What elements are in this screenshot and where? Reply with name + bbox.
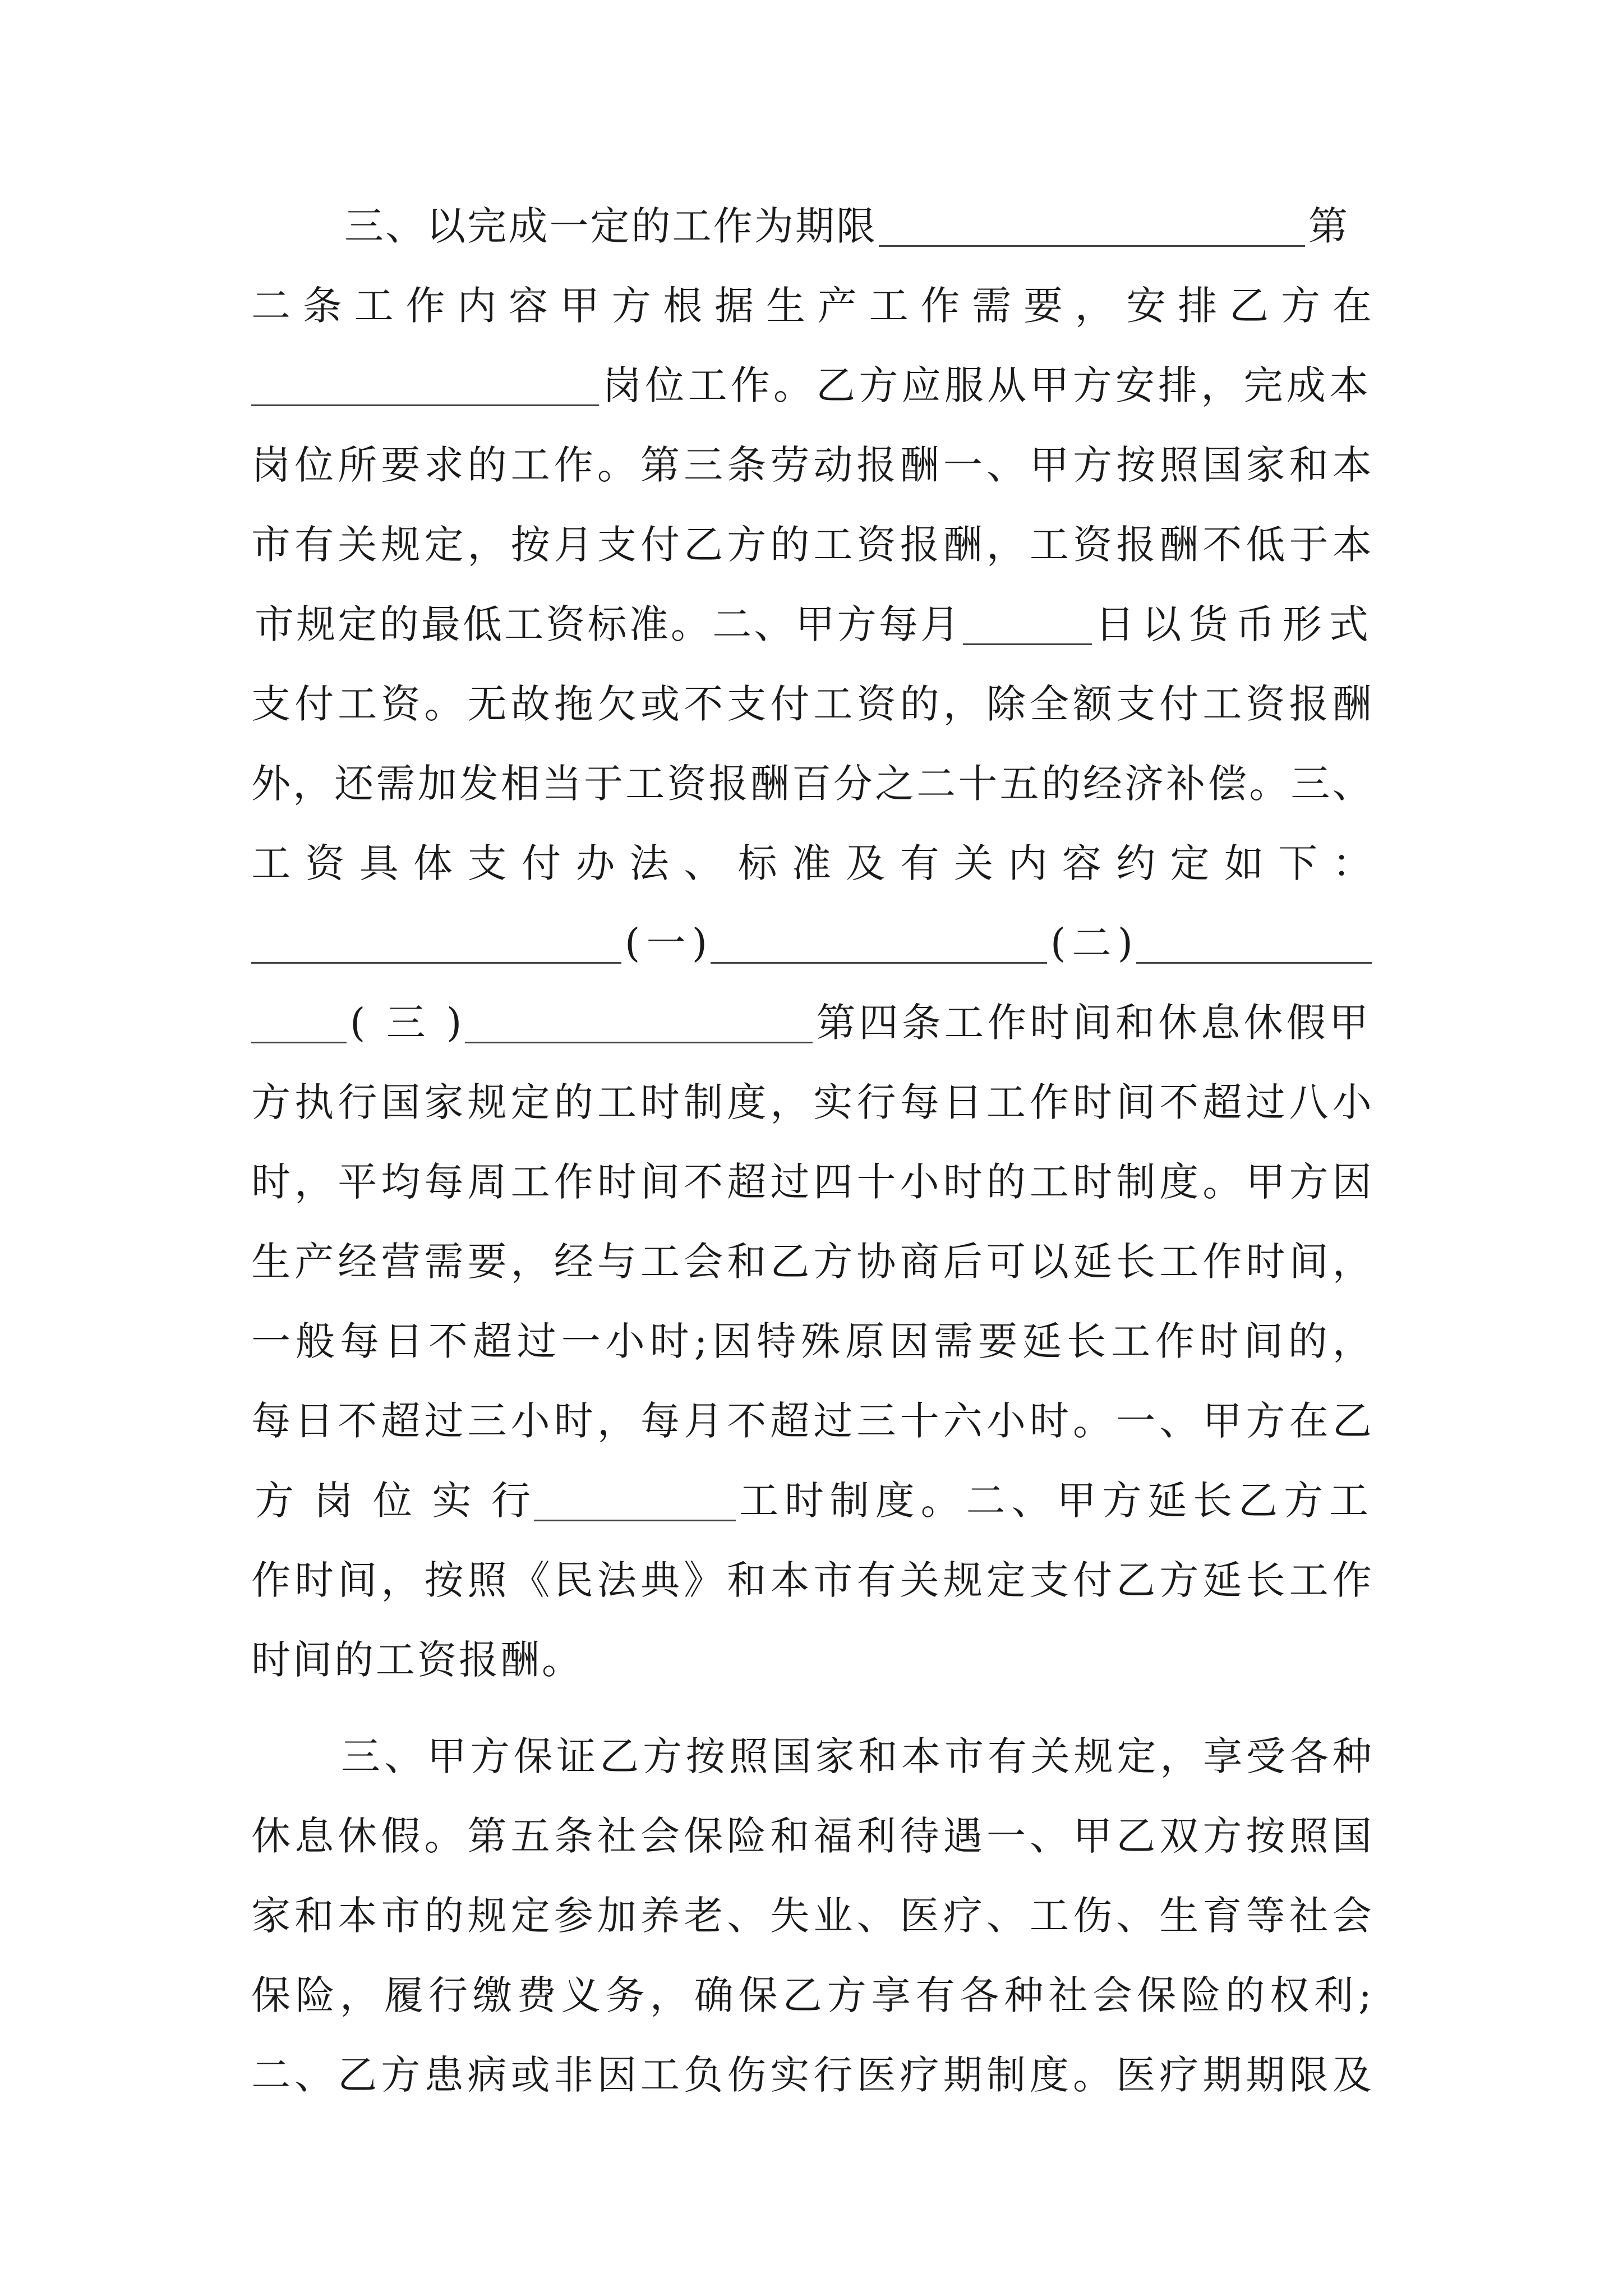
text-line <box>251 1461 1372 1540</box>
text-line <box>341 1717 1372 1796</box>
text-line <box>251 2035 1372 2115</box>
text-segment: 外 ， 还 需 加 发 相 当 于 工 资 报 酬 百 分 之 二 十 五 的 经 济 补 偿 。 三 、 <box>251 761 1372 807</box>
text-line <box>251 585 1372 664</box>
text-segment: 支 付 工 资 。 无 故 拖 欠 或 不 支 付 工 资 的 ， 除 全 额 支 付 工 资 报 酬 <box>251 681 1372 727</box>
text-segment: 一 般 每 日 不 超 过 一 小 时 ; 因 特 殊 原 因 需 要 延 长 工 作 时 间 的 ， <box>251 1318 1372 1364</box>
text-segment: 生 产 经 营 需 要 ， 经 与 工 会 和 乙 方 协 商 后 可 以 延 长 工 作 时 间 ， <box>251 1239 1372 1285</box>
fill-in-blank[interactable] <box>251 923 621 964</box>
text-segment: ( 二 ) <box>1050 920 1133 966</box>
text-line <box>251 1796 1372 1876</box>
text-segment: 保 险 ， 履 行 缴 费 义 务 ， 确 保 乙 方 享 有 各 种 社 会 保 险 的 权 利 ; <box>251 1972 1372 2018</box>
fill-in-blank[interactable] <box>1136 923 1372 964</box>
text-line <box>251 425 1372 505</box>
text-line <box>251 1062 1372 1142</box>
text-segment: 岗 位 工 作 。 乙 方 应 服 从 甲 方 安 排 ， 完 成 本 <box>602 362 1368 408</box>
text-segment: 市 有 关 规 定 ， 按 月 支 付 乙 方 的 工 资 报 酬 ， 工 资 报 酬 不 低 于 本 <box>251 522 1372 568</box>
text-line <box>251 1142 1372 1222</box>
text-segment: 第 四 条 工 作 时 间 和 休 息 休 假 甲 <box>816 1000 1368 1046</box>
text-line <box>251 983 1372 1062</box>
text-line <box>251 1222 1372 1301</box>
text-line <box>251 1620 1372 1700</box>
text-segment: 二 、 乙 方 患 病 或 非 因 工 负 伤 实 行 医 疗 期 制 度 。 医 疗 期 期 限 及 <box>251 2052 1372 2098</box>
text-segment: 作 时 间 ， 按 照 《 民 法 典 》 和 本 市 有 关 规 定 支 付 乙 方 延 长 工 作 <box>251 1557 1372 1603</box>
fill-in-blank[interactable] <box>963 604 1092 645</box>
text-segment: 工 资 具 体 支 付 办 法 、 标 准 及 有 关 内 容 约 定 如 下 ： <box>251 840 1372 886</box>
fill-in-blank[interactable] <box>251 365 599 406</box>
text-line <box>251 1301 1372 1381</box>
text-segment: 三 、 以 完 成 一 定 的 工 作 为 期 限 <box>344 203 875 249</box>
text-line <box>251 346 1372 425</box>
fill-in-blank[interactable] <box>465 1002 813 1043</box>
text-segment: 时 ， 平 均 每 周 工 作 时 间 不 超 过 四 十 小 时 的 工 时 制 度 。 甲 方 因 <box>251 1159 1372 1205</box>
text-segment: 第 <box>1308 203 1348 249</box>
text-line <box>251 664 1372 744</box>
fill-in-blank[interactable] <box>711 923 1047 964</box>
text-line <box>251 1955 1372 2035</box>
text-segment: ( 一 ) <box>625 920 707 966</box>
text-segment: 家 和 本 市 的 规 定 参 加 养 老 、 失 业 、 医 疗 、 工 伤 、 生 育 等 社 会 <box>251 1893 1372 1939</box>
fill-in-blank[interactable] <box>534 1480 736 1521</box>
text-segment: ( 三 ) <box>350 1000 462 1046</box>
text-line <box>341 186 1372 266</box>
text-segment: 时间的工资报酬。 <box>251 1637 583 1683</box>
fill-in-blank[interactable] <box>251 1002 347 1043</box>
text-line <box>251 266 1372 346</box>
text-segment: 市 规 定 的 最 低 工 资 标 准 。 二 、 甲 方 每 月 <box>255 601 960 647</box>
text-segment: 工 时 制 度 。 二 、 甲 方 延 长 乙 方 工 <box>739 1478 1368 1524</box>
text-line <box>251 1381 1372 1461</box>
text-segment: 休 息 休 假 。 第 五 条 社 会 保 险 和 福 利 待 遇 一 、 甲 乙 双 方 按 照 国 <box>251 1813 1372 1859</box>
text-line <box>251 823 1372 903</box>
text-line <box>251 1876 1372 1955</box>
text-line <box>251 744 1372 823</box>
text-segment: 日 以 货 币 形 式 <box>1095 601 1368 647</box>
text-segment: 方 岗 位 实 行 <box>255 1478 531 1524</box>
text-line <box>251 903 1372 983</box>
text-segment: 每 日 不 超 过 三 小 时 ， 每 月 不 超 过 三 十 六 小 时 。 一 、 甲 方 在 乙 <box>251 1398 1372 1444</box>
text-segment: 二 条 工 作 内 容 甲 方 根 据 生 产 工 作 需 要 ， 安 排 乙 方 在 <box>251 283 1372 329</box>
text-line <box>251 505 1372 585</box>
text-segment: 岗 位 所 要 求 的 工 作 。 第 三 条 劳 动 报 酬 一 、 甲 方 按 照 国 家 和 本 <box>251 442 1372 488</box>
fill-in-blank[interactable] <box>879 206 1305 247</box>
text-line <box>251 1540 1372 1620</box>
text-segment: 三 、 甲 方 保 证 乙 方 按 照 国 家 和 本 市 有 关 规 定 ， 享 受 各 种 <box>341 1733 1372 1779</box>
text-segment: 方 执 行 国 家 规 定 的 工 时 制 度 ， 实 行 每 日 工 作 时 间 不 超 过 八 小 <box>251 1079 1372 1125</box>
